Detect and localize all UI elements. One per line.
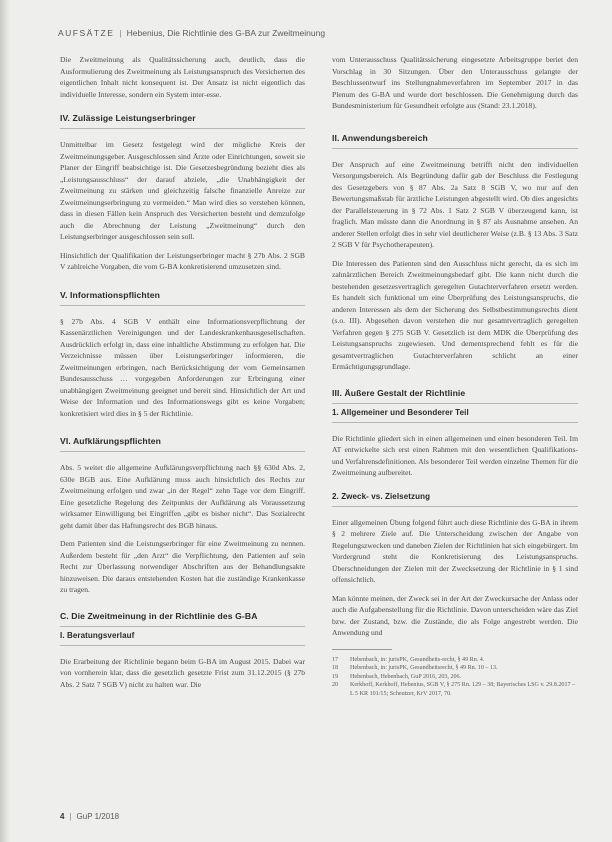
section-iii-2-paragraph: Man könnte meinen, der Zweck sei in der Art der Zweckursache der Anlass oder auch die Aufgabenstellung für die Richtlinie. Davon unterscheiden wäre das Ziel bzw. der Zustand, bzw. die Zustände, die als Folge angestrebt werden. Die Anwendung und — [332, 593, 578, 637]
section-rule — [60, 645, 305, 646]
footnote — [332, 664, 578, 673]
left-column — [60, 54, 305, 697]
footnote-number: 17 — [332, 656, 339, 663]
running-head-section: AUFSÄTZE — [58, 28, 115, 38]
page-edge-shadow — [0, 0, 10, 842]
section-iv-paragraph: Hinsichtlich der Qualifikation der Leistungserbringer macht § 27b Abs. 2 SGB V zahlreiche Vorgaben, die vom G-BA konkretisierend umzusetzen sind. — [60, 250, 305, 271]
right-intro-paragraph: vom Unterausschuss Qualitätssicherung eingesetzte Arbeitsgruppe beriet den Vorschlag in 30 Sitzungen. Über den Unterausschuss gelangte der Beschlussentwurf ins Stellungnahmeverfahren im September 2017 in das Plenum des G-BA und wurde dort beschlossen. Die Genehmigung durch das Bundesministerium für Gesundheit erfolgte aus (Stand: 23.1.2018). — [332, 55, 578, 110]
section-iv-paragraph: Unmittelbar im Gesetz festgelegt wird der mögliche Kreis der Zweitmeinungsgeber. Ausgeschlossen sind Ärzte oder Einrichtungen, soweit sie Planer der Eingriff beabsichtige ist. Die Gesetzesbegründung bezieht dies als „Leistungsausschluss“ der darauf abziele, „die Unabhängigkeit der Zweitmeinung zu stärken und gleichzeitig falsche finanzielle Anreize zur Zweitmeinungserbringung zu vermeiden.“ Man wird dies so verstehen können, dass in diesen Fällen kein Anspruch des Versicherten besteht und demzufolge auch die Abrechnung der Leistung „Zweitmeinung“ durch den Leistungserbringer ausgeschlossen sein soll. — [60, 140, 305, 241]
section-v-paragraph: § 27b Abs. 4 SGB V enthält eine Informationsverpflichtung der Kassenärztlichen Vereinigungen und der Landeskrankenhausgesellschaften. Ausdrücklich erfolgt in, dass eine inhaltliche Abstimmung zu erfolgen hat. Die Verzeichnisse müssen über Leistungserbringer informieren, die Zweitmeinungen erbringen, nach Berücksichtigung der vom Gemeinsamen Bundesausschuss … vorgegeben Anforderungen zur Erbringung einer unabhängigen Zweitmeinung geeignet und bereit sind. Hinsichtlich der Art und Weise der Information und des Informationswegs gibt es keine Vorgaben; konkretisiert wird dies in § 5 der Richtlinie. — [60, 316, 305, 418]
right-column — [332, 54, 578, 698]
section-rule — [332, 506, 578, 507]
subheading-allgemeiner-teil: 1. Allgemeiner und Besonderer Teil — [332, 407, 469, 417]
footnote-number: 18 — [332, 665, 339, 672]
running-head — [58, 28, 578, 38]
subheading-zweck-zielsetzung: 2. Zweck- vs. Zielsetzung — [332, 491, 431, 501]
section-rule — [60, 305, 305, 306]
heading-section-vi: VI. Aufklärungspflichten — [60, 436, 161, 446]
page-folio — [60, 812, 119, 821]
footnote-text: Hebenbach, in: jurisPK, Gesundheitsrecht, § 49 Rn. 10 – 13. — [350, 665, 498, 672]
section-rule — [60, 626, 305, 627]
section-ii-paragraph: Die Interessen des Patienten sind den Ausschluss nicht gerecht, da es sich im zahnärztlichen Bereich Zweitmeinungsbedarf gibt. Die kann nicht durch die bestehenden gesetzesvertraglich geregelten Gutachterverfahren ersetzt werden. Es handelt sich funktional um eine Überprüfung des Leistungsanspruchs, die anderen Interessen als dem der Sicherung des Selbstbestimmungsrechts dient (s.o. III). Abgesehen davon verstehen die nur gesamtvertraglich geregelten Verfahren gegen § 275 SGB V. Gesetzlich ist dem MDK die Überprüfung des Leistungsanspruchs zugewiesen. Und dementsprechend fehlt es für die gesamtvertraglichen Gutachterverfahren schlicht an einer Ermächtigungsgrundlage. — [332, 258, 578, 371]
section-iii-2-paragraph: Einer allgemeinen Übung folgend führt auch diese Richtlinie des G-BA in ihrem § 2 mehrere Ziele auf. Die Unterscheidung zwischen der Angabe von Regelungszwecken und daneben Zielen der Richtlinien hat sich eingebürgert. Im Vordergrund steht die Konkretisierung des Leistungsanspruchs. Überschneidungen der Zielen mit der Zwecksetzung der Richtlinie in § 1 sind offensichtlich. — [332, 517, 578, 584]
section-iii-1-paragraph: Die Richtlinie gliedert sich in einen allgemeinen und einen besonderen Teil. Im AT entwickelte sich erst einen Rahmen mit den wesentlichen Qualifikations- und Verfahrensdefinitionen. Als besonderer Teil werden einzelne Themen für die Zweitmeinung aufbereitet. — [332, 433, 578, 477]
heading-section-v: V. Informationspflichten — [60, 289, 160, 300]
section-c-paragraph: Die Erarbeitung der Richtlinie begann beim G-BA im August 2015. Dabei war von vornherein klar, dass die gesetzlich gesetzte Frist zum 31.12.2015 (§ 27b Abs. 2 Satz 7 SGB V) nicht zu halten war. Die — [60, 656, 305, 689]
footnote-number: 19 — [332, 673, 339, 680]
section-rule — [332, 148, 578, 149]
section-vi-paragraph: Dem Patienten sind die Leistungserbringer für eine Zweitmeinung zu nennen. Außerdem besteht für „den Arzt“ die Verpflichtung, den Patienten auf sein Recht zur Überlassung notwendiger Abschriften aus der Behandlungsakte hinzuweisen. Die daraus entstehenden Kosten hat die zuständige Krankenkasse zu tragen. — [60, 539, 305, 594]
footnote-text: Kerkhoff, Kerkhoff, Hebenius, SGB V, § 275 Rn. 129 – 38; Bayerisches LSG v. 29.8.2017 – L 5 KR 101/15; Scheutzer, KrV 2017, 70. — [350, 682, 576, 697]
section-rule — [60, 451, 305, 452]
section-ii-paragraph: Der Anspruch auf eine Zweitmeinung betrifft nicht den individuellen Versorgungsbereich. Als Begründung dafür gab der Beschluss die Festlegung des Gesetzgebers von § 87 Abs. 2a Satz 8 SGB V, wo nur auf den Bewertungsmaßstab für ärztliche Leistungen abgestellt wird. Ob dies angesichts der Parallelsteuerung in § 72 Abs. 1 Satz 2 SGB V überzeugend kann, ist fraglich. Man müsste dann die Anordnung in § 87 als Ausnahme ansehen. An anderer Stellen erfolgt dies in sehr viel deutlicherer Weise (z.B. § 13 Abs. 3 Satz 2 SGB V für Psychotherapeuten). — [332, 159, 578, 249]
footnote-text: Hebenbach, in: jurisPK, Gesundheits-recht, § 49 Rn. 4. — [350, 656, 485, 663]
heading-section-c: C. Die Zweitmeinung in der Richtlinie des G-BA — [60, 610, 258, 621]
heading-section-ii: II. Anwendungsbereich — [332, 132, 428, 143]
footnote — [332, 656, 578, 665]
running-head-title: Hebenius, Die Richtlinie des G-BA zur Zweitmeinung — [126, 28, 326, 38]
folio-separator: | — [69, 812, 72, 821]
running-head-separator: | — [119, 28, 122, 38]
heading-section-iv: IV. Zulässige Leistungserbringer — [60, 113, 196, 123]
journal-issue: GuP 1/2018 — [76, 812, 120, 821]
heading-section-iii: III. Äußere Gestalt der Richtlinie — [332, 387, 466, 398]
section-rule — [332, 403, 578, 404]
section-vi-paragraph: Abs. 5 weitet die allgemeine Aufklärungsverpflichtung nach §§ 630d Abs. 2, 630e BGB aus. Eine Aufklärung muss auch hinsichtlich des Rechts zur Zweitmeinung erfolgen und zwar „in der Regel“ zehn Tage vor dem Eingriff. Eine gesetzliche Regelung des Zeitpunkts der Aufklärung als Voraussetzung wirksamer Einwilligung bei Eingriffen „gibt es bisher nicht“. Das Sozialrecht geht damit über das Haftungsrecht des BGB hinaus. — [60, 463, 305, 530]
section-rule — [60, 128, 305, 129]
footnote-number: 20 — [332, 682, 339, 689]
subheading-beratungsverlauf: I. Beratungsverlauf — [60, 630, 135, 640]
footnote — [332, 673, 578, 682]
footnote — [332, 681, 578, 698]
left-intro-paragraph: Die Zweitmeinung als Qualitätssicherung auch, deutlich, dass die Ausformulierung des Zweitmeinung als Leistungsanspruch des Versicherten des eigentlichen Inhalt nicht konsequent ist. Der Ansatz ist nicht eigentlich das individuelle Interesse, sondern ein System inter-esse. — [60, 55, 305, 99]
page-number: 4 — [60, 812, 65, 821]
section-rule — [332, 422, 578, 423]
footnote-rule — [332, 649, 392, 650]
footnote-text: Hebenbach, Hebenbach, GuP 2016, 203, 206. — [350, 673, 462, 680]
